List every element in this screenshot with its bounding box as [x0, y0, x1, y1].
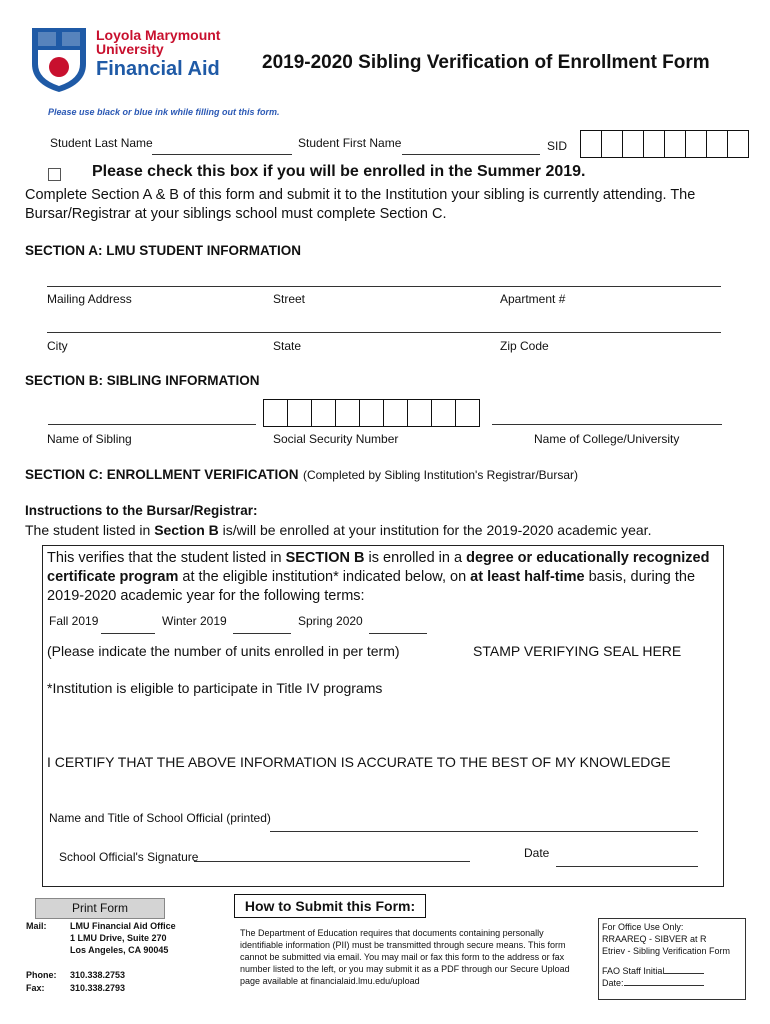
section-b-heading: SECTION B: SIBLING INFORMATION [25, 373, 260, 388]
fall-units-field[interactable] [101, 633, 155, 634]
winter-label: Winter 2019 [162, 614, 227, 628]
college-label: Name of College/University [534, 432, 680, 446]
fax-number: 310.338.2793 [70, 983, 126, 993]
mail-label: Mail: [26, 921, 47, 931]
zip-label: Zip Code [500, 339, 549, 353]
winter-units-field[interactable] [233, 633, 291, 634]
sid-boxes[interactable] [580, 130, 749, 158]
spring-units-field[interactable] [369, 633, 427, 634]
address-line-1[interactable] [47, 286, 721, 287]
how-to-submit-heading: How to Submit this Form: [234, 894, 426, 918]
apartment-label: Apartment # [500, 292, 566, 306]
fall-label: Fall 2019 [49, 614, 99, 628]
section-a-heading: SECTION A: LMU STUDENT INFORMATION [25, 243, 301, 258]
logo-financial-aid: Financial Aid [96, 58, 220, 80]
summer-checkbox[interactable] [48, 168, 61, 181]
college-name-field[interactable] [492, 424, 722, 425]
sibling-name-field[interactable] [48, 424, 256, 425]
office-use-box: For Office Use Only: RRAAREQ - SIBVER at R Etriev - Sibling Verification Form FAO Staff Initial Date: [598, 918, 746, 1000]
date-field[interactable] [556, 866, 698, 867]
units-note: (Please indicate the number of units enrolled in per term) [47, 643, 400, 659]
lmu-shield-icon [30, 26, 88, 94]
summer-check-label: Please check this box if you will be enrolled in the Summer 2019. [92, 163, 586, 180]
instructions-title: Instructions to the Bursar/Registrar: [25, 503, 258, 518]
phone-number: 310.338.2753 [70, 970, 126, 980]
mailing-address-label: Mailing Address [47, 292, 132, 306]
page-title: 2019-2020 Sibling Verification of Enrollment Form [262, 52, 710, 73]
logo-text: Loyola Marymount University [96, 27, 221, 57]
student-last-name-label: Student Last Name [50, 136, 153, 150]
title-iv-note: *Institution is eligible to participate in Title IV programs [47, 680, 383, 696]
student-first-name-field[interactable] [402, 154, 540, 155]
city-label: City [47, 339, 68, 353]
section-c-heading: SECTION C: ENROLLMENT VERIFICATION (Completed by Sibling Institution's Registrar/Bursar) [25, 467, 579, 482]
date-label: Date [524, 846, 550, 860]
signature-label: School Official's Signature [59, 850, 199, 864]
intro-text: Complete Section A & B of this form and submit it to the Institution your sibling is currently attending. The Bursar/Registrar at your siblings school must complete Section C. [25, 187, 696, 222]
signature-field[interactable] [194, 861, 470, 862]
spring-label: Spring 2020 [298, 614, 363, 628]
print-form-button[interactable]: Print Form [35, 898, 165, 919]
student-first-name-label: Student First Name [298, 136, 402, 150]
official-name-field[interactable] [270, 831, 698, 832]
verify-text: This verifies that the student listed in SECTION B is enrolled in a degree or educationally recognized certificate program at the eligible institution* indicated below, on at least half-time basis, during the 2019-2020 academic year for the following terms: [47, 550, 710, 604]
sid-label: SID [547, 139, 568, 153]
instructions-text: The student listed in Section B is/will be enrolled at your institution for the 2019-2020 academic year. [25, 522, 652, 538]
ssn-label: Social Security Number [273, 432, 399, 446]
stamp-area-label: STAMP VERIFYING SEAL HERE [473, 643, 682, 659]
address-line-2[interactable] [47, 332, 721, 333]
mail-address: LMU Financial Aid Office 1 LMU Drive, Suite 270 Los Angeles, CA 90045 [70, 921, 176, 955]
sibling-name-label: Name of Sibling [47, 432, 132, 446]
street-label: Street [273, 292, 306, 306]
ssn-boxes[interactable] [263, 399, 480, 427]
phone-label: Phone: [26, 970, 57, 980]
state-label: State [273, 339, 302, 353]
submit-instructions: The Department of Education requires that documents containing personally identifiable information (PII) must be transmitted through secure means. This form cannot be submitted via email. You may mail or fax this form to the address or fax number listed to the left, or you may submit it as a PDF through our Secure Upload page available at financialaid.lmu.edu/upload [240, 928, 570, 986]
official-name-label: Name and Title of School Official (printed) [49, 811, 271, 825]
fax-label: Fax: [26, 983, 45, 993]
student-last-name-field[interactable] [152, 154, 292, 155]
ink-note: Please use black or blue ink while filling out this form. [48, 107, 280, 117]
certify-text: I CERTIFY THAT THE ABOVE INFORMATION IS ACCURATE TO THE BEST OF MY KNOWLEDGE [47, 754, 671, 770]
